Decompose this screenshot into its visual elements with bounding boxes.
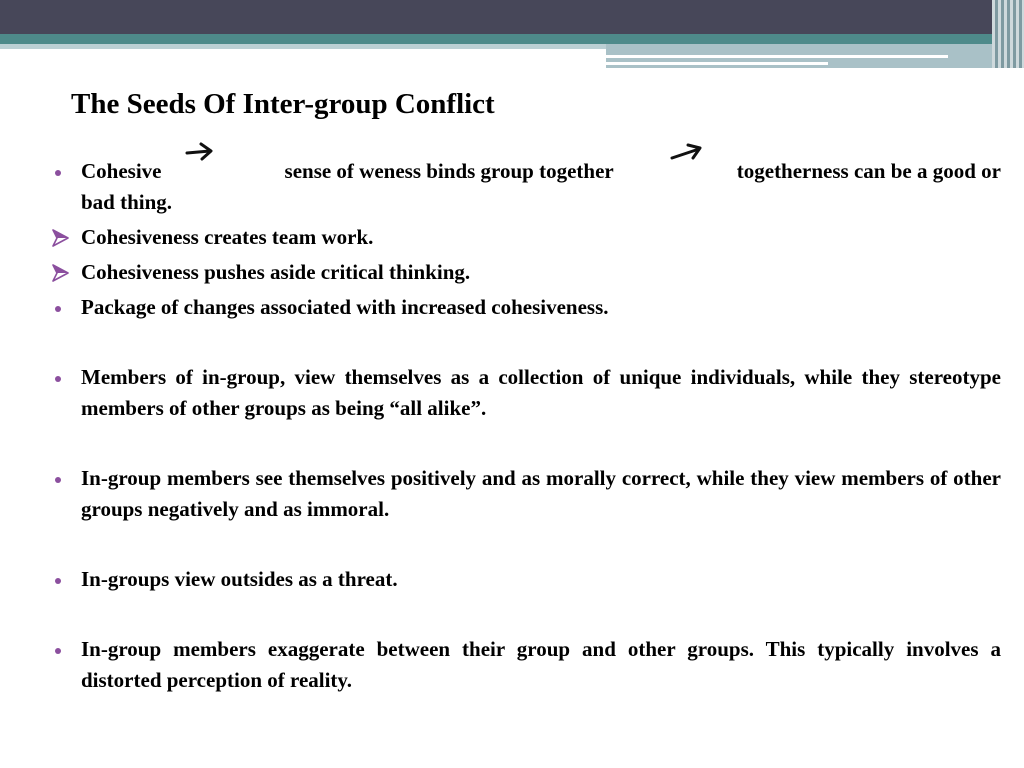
header-right-line: [606, 62, 828, 65]
item-text: In-groups view outsides as a threat.: [81, 567, 398, 591]
header-right-line: [606, 55, 948, 58]
header-bar-dark: [0, 0, 1024, 34]
header-bar-light: [0, 44, 606, 49]
bullet-marker: [48, 156, 78, 187]
item-text: Package of changes associated with increased cohesiveness.: [81, 295, 609, 319]
text-weness: sense of weness binds group together: [284, 159, 614, 183]
bullet-marker: [48, 292, 78, 323]
item-text: In-group members exaggerate between their group and other groups. This typically involves a distorted perception of reality.: [81, 637, 1001, 692]
arrowhead-bullet-icon: [52, 228, 70, 248]
text-cohesive: Cohesive: [81, 159, 162, 183]
bullet-marker: [48, 362, 78, 393]
bullet-marker: [48, 257, 78, 288]
list-item-cohesive: [48, 156, 1001, 218]
text-togetherness: togetherness can be a good or: [736, 159, 1001, 183]
header-stripes: [992, 0, 1024, 68]
list-item: [48, 292, 1001, 323]
list-item-arrow: [48, 257, 1001, 288]
item-text: In-group members see themselves positively and as morally correct, while they view members of other groups negatively and as immoral.: [81, 466, 1001, 521]
header-bar-teal: [0, 34, 1024, 44]
list-item: [48, 362, 1001, 424]
list-item-arrow: [48, 222, 1001, 253]
slide-title: The Seeds Of Inter-group Conflict: [71, 88, 495, 120]
text-continuation: bad thing.: [81, 190, 173, 214]
item-text: Cohesiveness creates team work.: [81, 225, 374, 249]
item-text: Cohesiveness pushes aside critical thinking.: [81, 260, 471, 284]
bullet-marker: [48, 564, 78, 595]
right-arrow-icon: [669, 142, 705, 164]
list-item: [48, 564, 1001, 595]
bullet-marker: [48, 463, 78, 494]
arrowhead-bullet-icon: [52, 263, 70, 283]
list-item: [48, 634, 1001, 696]
right-arrow-icon: [184, 142, 216, 162]
list-item: [48, 463, 1001, 525]
first-line: [81, 156, 1001, 187]
bullet-list: [48, 156, 1001, 696]
item-text: Members of in-group, view themselves as a collection of unique individuals, while they stereotype members of other groups as being “all alike”.: [81, 365, 1001, 420]
bullet-marker: [48, 634, 78, 665]
bullet-marker: [48, 222, 78, 253]
